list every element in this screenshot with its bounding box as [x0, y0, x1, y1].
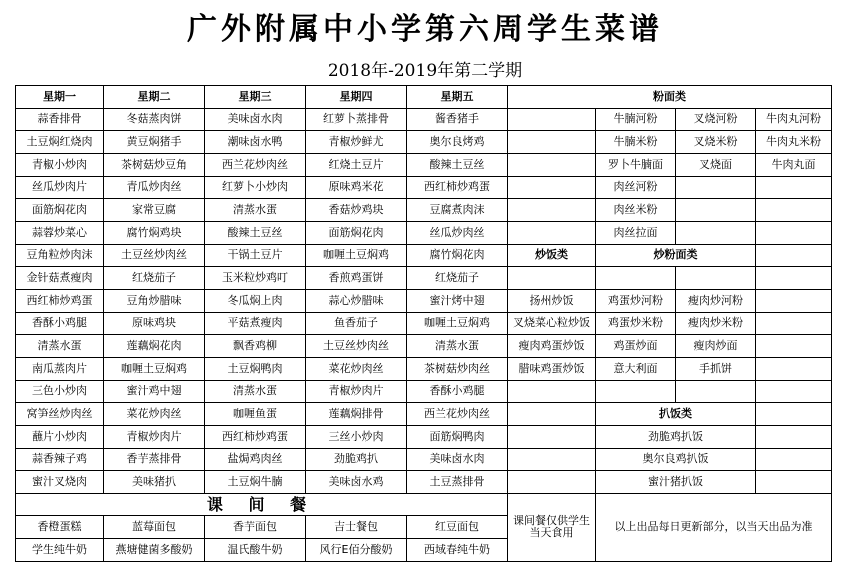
- noodle-category-label: 粉面类: [508, 86, 832, 109]
- blank-cell: [756, 244, 832, 267]
- dish-cell-day1: 三色小炒肉: [16, 380, 104, 403]
- dish-cell-day5: 豆腐煮肉沫: [407, 199, 508, 222]
- blank-cell: [508, 176, 596, 199]
- dish-cell-day3: 西兰花炒肉丝: [205, 153, 306, 176]
- table-row: [16, 131, 832, 154]
- table-row: [16, 312, 832, 335]
- snack-section-label: 课 间 餐: [16, 493, 508, 516]
- dish-cell-day2: 冬菇蒸肉饼: [104, 108, 205, 131]
- blank-cell: [676, 267, 756, 290]
- snack-item: 红豆面包: [407, 516, 508, 539]
- dish-cell-day1: 蒜香排骨: [16, 108, 104, 131]
- noodle-item: 牛肉丸米粉: [756, 131, 832, 154]
- blank-cell: [508, 199, 596, 222]
- blank-cell: [756, 357, 832, 380]
- blank-cell: [508, 425, 596, 448]
- fried-noodle-item: 瘦肉炒米粉: [676, 312, 756, 335]
- noodle-item: [676, 221, 756, 244]
- dish-cell-day4: 咖喱土豆焖鸡: [306, 244, 407, 267]
- dish-cell-day5: 西红柿炒鸡蛋: [407, 176, 508, 199]
- dish-cell-day2: 原味鸡块: [104, 312, 205, 335]
- dish-cell-day4: 青椒炒鲜尤: [306, 131, 407, 154]
- blank-cell: [508, 131, 596, 154]
- dish-cell-day5: 酸辣土豆丝: [407, 153, 508, 176]
- noodle-item: 叉烧面: [676, 153, 756, 176]
- blank-cell: [756, 403, 832, 426]
- dish-cell-day5: 红烧茄子: [407, 267, 508, 290]
- dish-cell-day1: 窝笋丝炒肉丝: [16, 403, 104, 426]
- dish-cell-day1: 蒜香辣子鸡: [16, 448, 104, 471]
- table-row: [16, 289, 832, 312]
- dish-cell-day1: 南瓜蒸肉片: [16, 357, 104, 380]
- dish-cell-day2: 土豆丝炒肉丝: [104, 244, 205, 267]
- dish-cell-day4: 土豆丝炒肉丝: [306, 335, 407, 358]
- page-title: 广外附属中小学第六周学生菜谱: [187, 12, 663, 47]
- dish-cell-day3: 冬瓜焖上肉: [205, 289, 306, 312]
- table-row: [16, 357, 832, 380]
- dish-cell-day4: 菜花炒肉丝: [306, 357, 407, 380]
- dish-cell-day4: 莲藕焖排骨: [306, 403, 407, 426]
- noodle-item: [756, 199, 832, 222]
- table-row: [16, 244, 832, 267]
- grill-item: 奥尔良鸡扒饭: [596, 448, 756, 471]
- update-note: 以上出品每日更新部分，以当天出品为准: [596, 493, 832, 561]
- dish-cell-day1: 蜜汁叉烧肉: [16, 471, 104, 494]
- dish-cell-day5: 茶树菇炒肉丝: [407, 357, 508, 380]
- blank-cell: [756, 425, 832, 448]
- dish-cell-day1: 青椒小炒肉: [16, 153, 104, 176]
- blank-cell: [508, 471, 596, 494]
- dish-cell-day2: 黄豆焖猪手: [104, 131, 205, 154]
- noodle-item: 肉丝拉面: [596, 221, 676, 244]
- dish-cell-day1: 蒜蓉炒菜心: [16, 221, 104, 244]
- dish-cell-day3: 盐焗鸡肉丝: [205, 448, 306, 471]
- dish-cell-day4: 面筋焖花肉: [306, 221, 407, 244]
- dish-cell-day3: 土豆焖鸭肉: [205, 357, 306, 380]
- snack-item: 香芋面包: [205, 516, 306, 539]
- blank-cell: [508, 153, 596, 176]
- table-row: [16, 267, 832, 290]
- dish-cell-day5: 土豆蒸排骨: [407, 471, 508, 494]
- grill-item: 蜜汁猪扒饭: [596, 471, 756, 494]
- dish-cell-day4: 红烧土豆片: [306, 153, 407, 176]
- table-row: [16, 221, 832, 244]
- fried-noodle-label: 炒粉面类: [596, 244, 756, 267]
- fried-noodle-item: 意大利面: [596, 357, 676, 380]
- dish-cell-day1: 面筋焖花肉: [16, 199, 104, 222]
- snack-item: 吉士餐包: [306, 516, 407, 539]
- dish-cell-day2: 香芋蒸排骨: [104, 448, 205, 471]
- dish-cell-day2: 美味猪扒: [104, 471, 205, 494]
- dish-cell-day2: 青椒炒肉片: [104, 425, 205, 448]
- fried-rice-item: 扬州炒饭: [508, 289, 596, 312]
- dish-cell-day3: 潮味卤水鸭: [205, 131, 306, 154]
- dish-cell-day3: 玉米粒炒鸡叮: [205, 267, 306, 290]
- table-row: [16, 493, 832, 516]
- day-header-1: 星期一: [16, 86, 104, 109]
- noodle-item: 牛肉丸面: [756, 153, 832, 176]
- dish-cell-day4: 青椒炒肉片: [306, 380, 407, 403]
- dish-cell-day5: 香酥小鸡腿: [407, 380, 508, 403]
- dish-cell-day3: 红萝卜小炒肉: [205, 176, 306, 199]
- dish-cell-day1: 金针菇煮瘦肉: [16, 267, 104, 290]
- dish-cell-day2: 腐竹焖鸡块: [104, 221, 205, 244]
- dish-cell-day1: 西红柿炒鸡蛋: [16, 289, 104, 312]
- blank-cell: [508, 267, 596, 290]
- fried-noodle-item: 鸡蛋炒米粉: [596, 312, 676, 335]
- noodle-item: 牛腩米粉: [596, 131, 676, 154]
- dish-cell-day2: 蜜汁鸡中翅: [104, 380, 205, 403]
- dish-cell-day5: 美味卤水肉: [407, 448, 508, 471]
- noodle-item: 叉烧米粉: [676, 131, 756, 154]
- dish-cell-day2: 青瓜炒肉丝: [104, 176, 205, 199]
- dish-cell-day5: 咖喱土豆焖鸡: [407, 312, 508, 335]
- menu-table: [15, 85, 832, 562]
- dish-cell-day3: 飘香鸡柳: [205, 335, 306, 358]
- dish-cell-day3: 土豆焖牛腩: [205, 471, 306, 494]
- table-row: [16, 425, 832, 448]
- snack-item: 蓝莓面包: [104, 516, 205, 539]
- snack-item: 西域春纯牛奶: [407, 539, 508, 562]
- table-row: [16, 199, 832, 222]
- table-row: [16, 471, 832, 494]
- dish-cell-day5: 丝瓜炒肉丝: [407, 221, 508, 244]
- snack-note: 课间餐仅供学生当天食用: [508, 493, 596, 561]
- dish-cell-day3: 清蒸水蛋: [205, 380, 306, 403]
- blank-cell: [508, 221, 596, 244]
- dish-cell-day2: 菜花炒肉丝: [104, 403, 205, 426]
- dish-cell-day2: 咖喱土豆焖鸡: [104, 357, 205, 380]
- noodle-item: 罗卜牛腩面: [596, 153, 676, 176]
- dish-cell-day4: 劲脆鸡扒: [306, 448, 407, 471]
- dish-cell-day3: 咖喱鱼蛋: [205, 403, 306, 426]
- fried-noodle-item: 瘦肉炒面: [676, 335, 756, 358]
- dish-cell-day3: 酸辣土豆丝: [205, 221, 306, 244]
- snack-item: 香橙蛋糕: [16, 516, 104, 539]
- day-header-3: 星期三: [205, 86, 306, 109]
- snack-item: 风行E佰分酸奶: [306, 539, 407, 562]
- table-row: [16, 380, 832, 403]
- blank-cell: [756, 471, 832, 494]
- dish-cell-day3: 干锅土豆片: [205, 244, 306, 267]
- blank-cell: [756, 448, 832, 471]
- dish-cell-day4: 红萝卜蒸排骨: [306, 108, 407, 131]
- dish-cell-day1: 清蒸水蛋: [16, 335, 104, 358]
- dish-cell-day4: 鱼香茄子: [306, 312, 407, 335]
- day-header-5: 星期五: [407, 86, 508, 109]
- dish-cell-day2: 茶树菇炒豆角: [104, 153, 205, 176]
- blank-cell: [676, 380, 756, 403]
- dish-cell-day2: 红烧茄子: [104, 267, 205, 290]
- blank-cell: [596, 267, 676, 290]
- dish-cell-day5: 面筋焖鸭肉: [407, 425, 508, 448]
- dish-cell-day1: 土豆焖红烧肉: [16, 131, 104, 154]
- blank-cell: [508, 448, 596, 471]
- dish-cell-day5: 酱香猪手: [407, 108, 508, 131]
- dish-cell-day4: 三丝小炒肉: [306, 425, 407, 448]
- dish-cell-day5: 清蒸水蛋: [407, 335, 508, 358]
- dish-cell-day1: 蘸片小炒肉: [16, 425, 104, 448]
- dish-cell-day4: 香煎鸡蛋饼: [306, 267, 407, 290]
- blank-cell: [756, 267, 832, 290]
- noodle-item: 肉丝米粉: [596, 199, 676, 222]
- blank-cell: [756, 335, 832, 358]
- blank-cell: [596, 380, 676, 403]
- dish-cell-day5: 蜜汁烤中翅: [407, 289, 508, 312]
- page-subtitle: 2018年-2019年第二学期: [327, 61, 523, 81]
- noodle-item: [676, 199, 756, 222]
- blank-cell: [508, 380, 596, 403]
- dish-cell-day3: 美味卤水肉: [205, 108, 306, 131]
- table-row: [16, 86, 832, 109]
- dish-cell-day2: 莲藕焖花肉: [104, 335, 205, 358]
- fried-noodle-item: 鸡蛋炒面: [596, 335, 676, 358]
- grill-item: 劲脆鸡扒饭: [596, 425, 756, 448]
- dish-cell-day3: 平菇煮瘦肉: [205, 312, 306, 335]
- dish-cell-day1: 丝瓜炒肉片: [16, 176, 104, 199]
- fried-rice-label: 炒饭类: [508, 244, 596, 267]
- blank-cell: [508, 403, 596, 426]
- dish-cell-day4: 蒜心炒腊味: [306, 289, 407, 312]
- blank-cell: [756, 289, 832, 312]
- dish-cell-day1: 豆角粒炒肉沫: [16, 244, 104, 267]
- noodle-item: [756, 221, 832, 244]
- table-row: [16, 153, 832, 176]
- noodle-item: [756, 176, 832, 199]
- table-row: [16, 448, 832, 471]
- dish-cell-day4: 美味卤水鸡: [306, 471, 407, 494]
- table-row: [16, 176, 832, 199]
- snack-item: 学生纯牛奶: [16, 539, 104, 562]
- day-header-4: 星期四: [306, 86, 407, 109]
- dish-cell-day5: 腐竹焖花肉: [407, 244, 508, 267]
- snack-item: 温氏酸牛奶: [205, 539, 306, 562]
- dish-cell-day4: 原味鸡米花: [306, 176, 407, 199]
- blank-cell: [756, 380, 832, 403]
- blank-cell: [508, 108, 596, 131]
- dish-cell-day2: 豆角炒腊味: [104, 289, 205, 312]
- dish-cell-day3: 清蒸水蛋: [205, 199, 306, 222]
- noodle-item: 叉烧河粉: [676, 108, 756, 131]
- grill-category-label: 扒饭类: [596, 403, 756, 426]
- fried-rice-item: 腊味鸡蛋炒饭: [508, 357, 596, 380]
- fried-noodle-item: 手抓饼: [676, 357, 756, 380]
- dish-cell-day4: 香菇炒鸡块: [306, 199, 407, 222]
- noodle-item: [676, 176, 756, 199]
- dish-cell-day2: 家常豆腐: [104, 199, 205, 222]
- fried-rice-item: 瘦肉鸡蛋炒饭: [508, 335, 596, 358]
- dish-cell-day3: 西红柿炒鸡蛋: [205, 425, 306, 448]
- dish-cell-day5: 奥尔良烤鸡: [407, 131, 508, 154]
- dish-cell-day1: 香酥小鸡腿: [16, 312, 104, 335]
- fried-noodle-item: 瘦肉炒河粉: [676, 289, 756, 312]
- blank-cell: [756, 312, 832, 335]
- noodle-item: 肉丝河粉: [596, 176, 676, 199]
- fried-noodle-item: 鸡蛋炒河粉: [596, 289, 676, 312]
- noodle-item: 牛腩河粉: [596, 108, 676, 131]
- snack-item: 燕塘健菌多酸奶: [104, 539, 205, 562]
- table-row: [16, 335, 832, 358]
- fried-rice-item: 叉烧菜心粒炒饭: [508, 312, 596, 335]
- table-row: [16, 403, 832, 426]
- day-header-2: 星期二: [104, 86, 205, 109]
- noodle-item: 牛肉丸河粉: [756, 108, 832, 131]
- table-row: [16, 108, 832, 131]
- dish-cell-day5: 西兰花炒肉丝: [407, 403, 508, 426]
